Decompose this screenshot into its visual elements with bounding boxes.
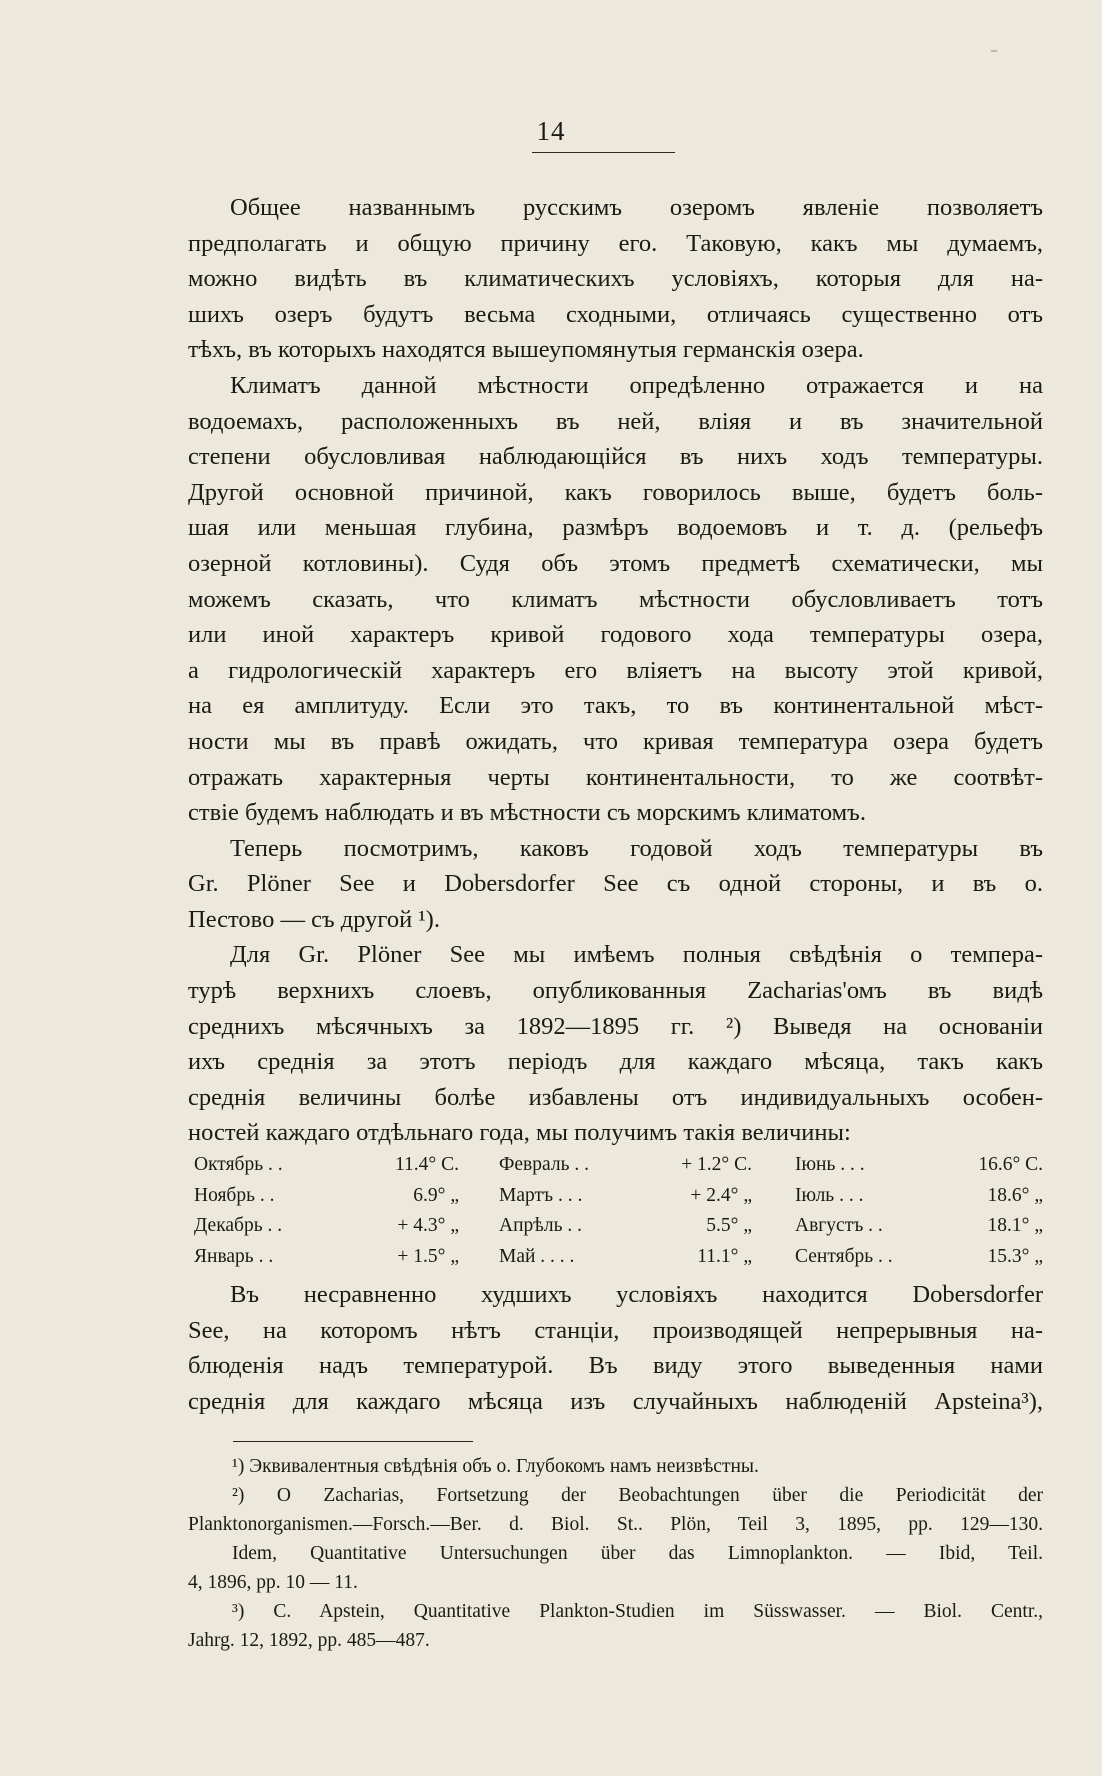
text-line: на ея амплитуду. Если это такъ, то въ континентальной мѣст-	[188, 692, 1043, 720]
text-line: среднія для каждаго мѣсяца изъ случайныхъ наблюденій Apsteina³),	[188, 1387, 1043, 1415]
text-line: Въ несравненно худшихъ условіяхъ находится Dobersdorfer	[230, 1281, 1043, 1308]
text-line: Пестово — съ другой ¹).	[188, 905, 440, 933]
temperature-value: 18.6° „	[987, 1184, 1043, 1206]
temperature-value: 16.6° С.	[978, 1154, 1043, 1175]
table-cell	[499, 1242, 752, 1273]
footnote-2-line-3: Idem, Quantitative Untersuchungen über das Limnoplankton. — Ibid, Teil.	[232, 1543, 1043, 1564]
table-cell	[194, 1211, 459, 1242]
text-line: тѣхъ, въ которыхъ находятся вышеупомянутыя германскія озера.	[188, 336, 864, 364]
text-line: блюденія надъ температурой. Въ виду этого выведенныя нами	[188, 1352, 1043, 1380]
month-name: Ноябрь . .	[194, 1184, 275, 1206]
page-number: 14	[536, 116, 566, 146]
temperature-value: 15.3° „	[987, 1245, 1043, 1267]
main-text-continued	[188, 1277, 1043, 1419]
footnote-2-line-2: Planktonorganismen.—Forsch.—Ber. d. Biol. St.. Plön, Teil 3, 1895, pp. 129—130.	[188, 1514, 1043, 1535]
text-line: а гидрологическій характеръ его вліяетъ на высоту этой кривой,	[188, 656, 1043, 684]
main-text	[188, 190, 1043, 1151]
text-line: Климатъ данной мѣстности опредѣленно отражается и на	[230, 371, 1043, 399]
table-cell	[499, 1211, 752, 1242]
text-line: Теперь посмотримъ, каковъ годовой ходъ температуры въ	[230, 834, 1043, 862]
month-name: Іюль . . .	[795, 1184, 864, 1206]
temperature-value: 6.9° „	[413, 1184, 459, 1206]
footnote-1: ¹) Эквивалентныя свѣдѣнія объ о. Глубокомъ намъ неизвѣстны.	[232, 1456, 759, 1477]
table-row	[194, 1150, 1044, 1181]
month-name: Май . . . .	[499, 1245, 575, 1267]
footnote-3-line-1: ³) C. Apstein, Quantitative Plankton-Studien im Süsswasser. — Biol. Centr.,	[232, 1601, 1043, 1622]
temperature-value: + 4.3° „	[397, 1215, 459, 1236]
temperature-table	[194, 1150, 1044, 1272]
table-row	[194, 1242, 1044, 1273]
text-line: ностей каждаго отдѣльнаго года, мы получимъ такія величины:	[188, 1119, 851, 1147]
text-line: Общее названнымъ русскимъ озеромъ явленіе позволяетъ	[230, 194, 1043, 221]
text-line: турѣ верхнихъ слоевъ, опубликованныя Zacharias'омъ въ видѣ	[188, 977, 1043, 1005]
month-name: Апрѣль . .	[499, 1215, 582, 1236]
month-name: Мартъ . . .	[499, 1184, 583, 1206]
temperature-value: 5.5° „	[706, 1215, 752, 1236]
month-name: Октябрь . .	[194, 1154, 283, 1175]
month-name: Февраль . .	[499, 1154, 589, 1175]
temperature-value: 11.4° С.	[395, 1154, 459, 1175]
table-cell	[499, 1150, 752, 1181]
footnote-2-line-1: ²) O Zacharias, Fortsetzung der Beobachtungen über die Periodicität der	[232, 1485, 1043, 1506]
month-name: Декабрь . .	[194, 1215, 283, 1236]
footnote-3-line-2: Jahrg. 12, 1892, pp. 485—487.	[188, 1630, 430, 1651]
text-line: можно видѣть въ климатическихъ условіяхъ, которыя для на-	[188, 265, 1043, 293]
text-line: шихъ озеръ будутъ весьма сходными, отличаясь существенно отъ	[188, 300, 1043, 328]
table-cell	[194, 1150, 459, 1181]
table-cell	[795, 1211, 1043, 1242]
text-line: степени обусловливая наблюдающійся въ нихъ ходъ температуры.	[188, 443, 1043, 471]
footnote-rule	[233, 1441, 473, 1442]
table-cell	[499, 1181, 752, 1212]
text-line: Gr. Plöner See и Dobersdorfer See съ одной стороны, и въ о.	[188, 870, 1043, 898]
text-line: See, на которомъ нѣтъ станціи, производящей непрерывныя на-	[188, 1316, 1043, 1344]
table-cell	[795, 1150, 1043, 1181]
table-cell	[795, 1242, 1043, 1273]
text-line: можемъ сказать, что климатъ мѣстности обусловливаетъ тотъ	[188, 585, 1043, 613]
table-cell	[194, 1242, 459, 1273]
footnote-2-line-4: 4, 1896, pp. 10 — 11.	[188, 1572, 358, 1593]
temperature-value: 18.1° „	[987, 1215, 1043, 1236]
text-line: Другой основной причиной, какъ говорилось выше, будетъ боль-	[188, 478, 1043, 506]
table-cell	[194, 1181, 459, 1212]
page-number-rule	[532, 152, 675, 153]
month-name: Августъ . .	[795, 1215, 883, 1236]
text-line: среднія величины болѣе избавлены отъ индивидуальныхъ особен-	[188, 1083, 1043, 1111]
table-cell	[795, 1181, 1043, 1212]
scan-mark: -	[990, 38, 998, 63]
temperature-value: + 1.5° „	[397, 1245, 459, 1267]
month-name: Сентябрь . .	[795, 1245, 893, 1267]
text-line: озерной котловины). Судя объ этомъ предметѣ схематически, мы	[188, 549, 1043, 577]
text-line: предполагать и общую причину его. Таковую, какъ мы думаемъ,	[188, 229, 1043, 257]
text-line: Для Gr. Plöner See мы имѣемъ полныя свѣдѣнія о темпера-	[230, 941, 1043, 969]
table-row	[194, 1181, 1044, 1212]
text-line: ствіе будемъ наблюдать и въ мѣстности съ морскимъ климатомъ.	[188, 799, 866, 827]
text-line: ихъ среднія за этотъ періодъ для каждаго мѣсяца, такъ какъ	[188, 1048, 1043, 1076]
text-line: шая или меньшая глубина, размѣръ водоемовъ и т. д. (рельефъ	[188, 514, 1043, 542]
footnotes	[188, 1452, 1043, 1655]
text-line: ности мы въ правѣ ожидать, что кривая температура озера будетъ	[188, 727, 1043, 755]
text-line: или иной характеръ кривой годового хода температуры озера,	[188, 621, 1043, 649]
text-line: отражать характерныя черты континентальности, то же соотвѣт-	[188, 763, 1043, 791]
month-name: Январь . .	[194, 1245, 274, 1267]
text-line: среднихъ мѣсячныхъ за 1892—1895 гг. ²) Выведя на основаніи	[188, 1012, 1043, 1040]
month-name: Іюнь . . .	[795, 1154, 865, 1175]
temperature-value: + 2.4° „	[690, 1184, 752, 1206]
temperature-value: + 1.2° С.	[681, 1154, 752, 1175]
table-row	[194, 1211, 1044, 1242]
temperature-value: 11.1° „	[697, 1245, 752, 1267]
text-line: водоемахъ, расположенныхъ въ ней, вліяя и въ значительной	[188, 407, 1043, 435]
